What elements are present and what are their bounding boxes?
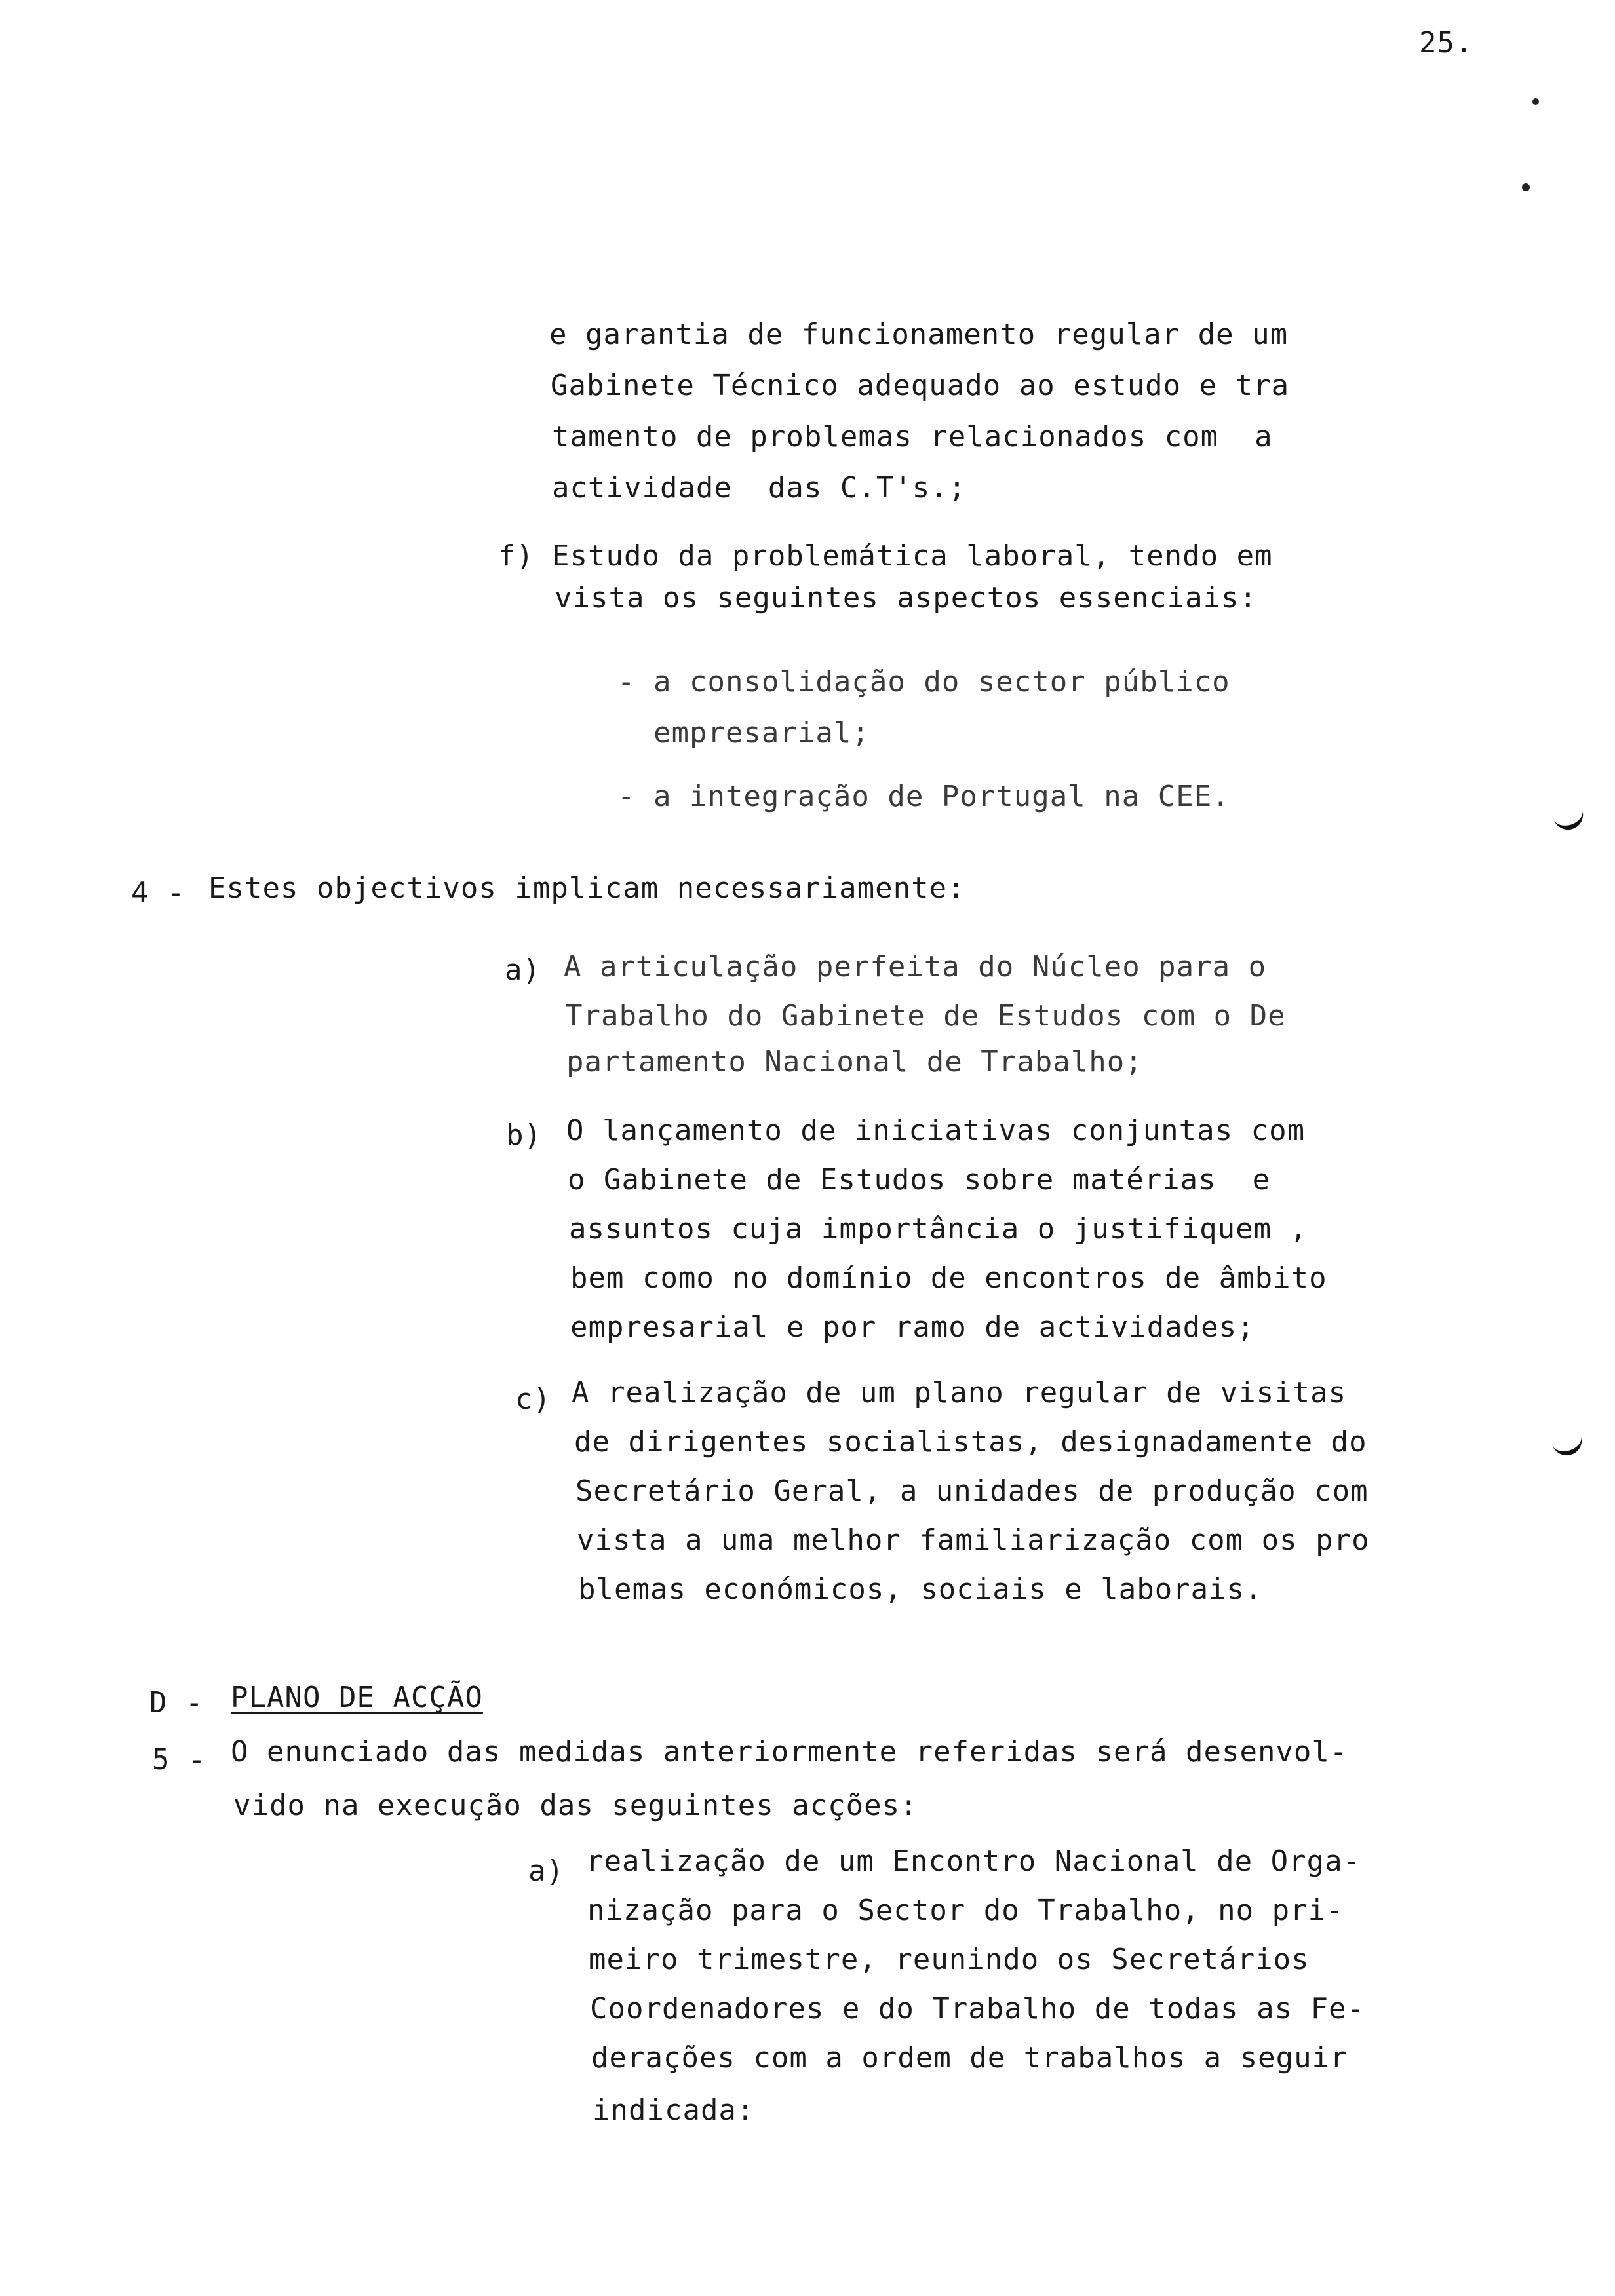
margin-dot-mark <box>1532 98 1539 105</box>
section-5-line: O enunciado das medidas anteriormente referidas será desenvol- <box>231 1735 1348 1769</box>
item-f-bullet: - a consolidação do sector público <box>617 665 1230 698</box>
page-number: 25. <box>1419 26 1473 60</box>
section-5-item-a-line: Coordenadores e do Trabalho de todas as Fe- <box>590 1992 1365 2025</box>
item-f-bullet: - a integração de Portugal na CEE. <box>617 780 1230 813</box>
section-5-item-a-line: indicada: <box>593 2094 755 2127</box>
section-4-number: 4 - <box>131 876 185 909</box>
section-4-item-label: a) <box>505 953 541 987</box>
section-4-item-line: vista a uma melhor familiarização com os pro <box>577 1523 1370 1557</box>
section-5-item-a-line: derações com a ordem de trabalhos a seguir <box>591 2041 1348 2075</box>
item-f-line: Estudo da problemática laboral, tendo em <box>552 539 1273 573</box>
section-5-item-a-line: meiro trimestre, reunindo os Secretários <box>589 1943 1310 1976</box>
section-4-item-line: O lançamento de iniciativas conjuntas com <box>566 1114 1306 1147</box>
section-4-item-label: c) <box>515 1383 551 1416</box>
section-4-item-line: Trabalho do Gabinete de Estudos com o De <box>565 999 1286 1033</box>
section-d-letter: D - <box>149 1686 204 1719</box>
margin-check-mark <box>1550 799 1587 833</box>
section-5-line: vido na execução das seguintes acções: <box>233 1789 918 1822</box>
margin-check-mark <box>1549 1425 1586 1459</box>
section-4-item-line: A articulação perfeita do Núcleo para o <box>564 950 1267 984</box>
continuation-line: e garantia de funcionamento regular de um <box>549 318 1289 351</box>
item-f-label: f) <box>498 539 534 573</box>
continuation-line: tamento de problemas relacionados com a <box>552 420 1273 453</box>
margin-dot-mark <box>1522 183 1530 191</box>
section-4-item-line: de dirigentes socialistas, designadamente do <box>574 1425 1367 1459</box>
section-4-item-line: bem como no domínio de encontros de âmbito <box>570 1261 1327 1295</box>
section-4-item-line: A realização de um plano regular de visitas <box>572 1376 1347 1409</box>
section-5-item-a-label: a) <box>528 1854 564 1888</box>
section-4-item-line: partamento Nacional de Trabalho; <box>566 1045 1143 1079</box>
item-f-line: vista os seguintes aspectos essenciais: <box>555 581 1258 615</box>
section-4-item-line: assuntos cuja importância o justifiquem , <box>569 1212 1308 1246</box>
continuation-line: actividade das C.T's.; <box>552 471 967 505</box>
section-4-item-line: Secretário Geral, a unidades de produção com <box>575 1474 1369 1508</box>
section-4-heading: Estes objectivos implicam necessariamente: <box>208 871 965 905</box>
section-5-item-a-line: realização de um Encontro Nacional de Orga- <box>586 1845 1361 1878</box>
section-5-item-a-line: nização para o Sector do Trabalho, no pri- <box>587 1894 1344 1927</box>
section-4-item-line: blemas económicos, sociais e laborais. <box>578 1573 1263 1606</box>
section-4-item-line: o Gabinete de Estudos sobre matérias e <box>568 1163 1271 1196</box>
continuation-line: Gabinete Técnico adequado ao estudo e tra <box>551 369 1290 402</box>
section-5-number: 5 - <box>152 1743 206 1776</box>
section-4-item-line: empresarial e por ramo de actividades; <box>570 1311 1255 1344</box>
section-4-item-label: b) <box>506 1119 542 1152</box>
section-d-title: PLANO DE ACÇÃO <box>231 1681 483 1714</box>
item-f-bullet: empresarial; <box>617 716 870 750</box>
